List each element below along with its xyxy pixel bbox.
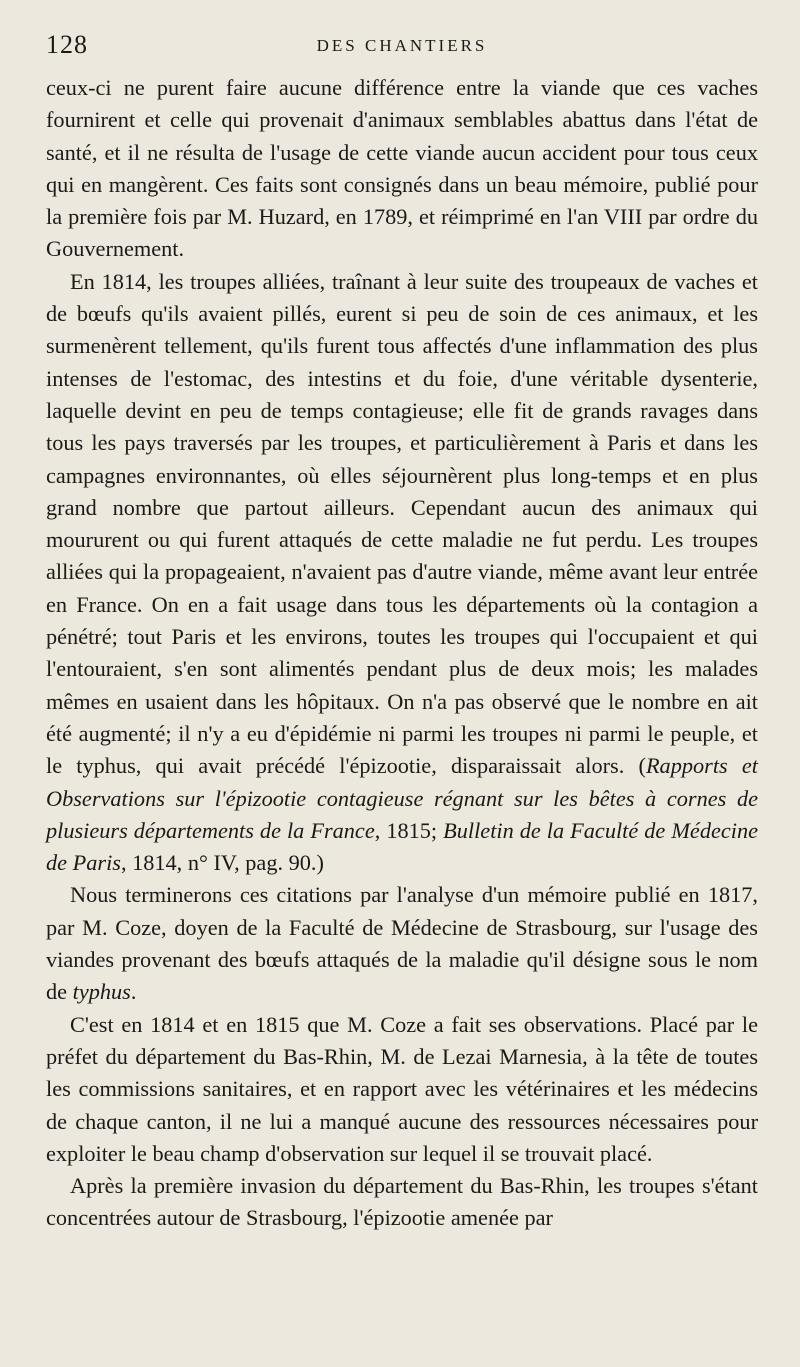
citation-title: Bulletin de la Faculté de Médecine de Paris <box>46 817 758 876</box>
text-segment: Après la première invasion du département du Bas-Rhin, les troupes s'étant concentrées autour de Strasbourg, l'épizootie amenée par <box>46 1173 758 1231</box>
text-segment: . <box>130 979 137 1005</box>
text-segment: , 1815; <box>374 817 444 843</box>
page-header <box>46 30 758 72</box>
text-segment: Nous terminerons ces citations par l'analyse d'un mémoire publié en 1817, par M. Coze, doyen de la Faculté de Médecine de Strasbourg, sur l'usage des viandes provenant des bœufs attaqués de la maladie qu'il désigne sous le nom de <box>46 882 758 1005</box>
text-segment: , 1814, n° IV, pag. 90.) <box>120 850 324 876</box>
emphasis: typhus <box>72 979 131 1005</box>
body-text <box>46 72 758 1235</box>
text-segment: C'est en 1814 et en 1815 que M. Coze a fait ses observations. Placé par le préfet du département du Bas-Rhin, M. de Lezai Marnesia, à la tête de toutes les commissions sanitaires, et en rapport avec les vétérinaires et les médecins de chaque canton, il ne lui a manqué aucune des ressources nécessaires pour exploiter le beau champ d'observation sur lequel il se trouvait placé. <box>46 1011 758 1166</box>
citation-title: Rapports et Observations sur l'épizootie contagieuse régnant sur les bêtes à cornes de plusieurs départements de la France <box>46 753 758 843</box>
running-head: DES CHANTIERS <box>316 36 488 55</box>
page-number: 128 <box>46 30 88 59</box>
paragraph-2 <box>46 266 758 880</box>
text-segment: En 1814, les troupes alliées, traînant à leur suite des troupeaux de vaches et de bœufs qu'ils avaient pillés, eurent si peu de soin de ces animaux, et les surmenèrent tellement, qu'ils furent tous affectés d'une inflammation des plus intenses de l'estomac, des intestins et du foie, d'une véritable dysenterie, laquelle devint en peu de temps contagieuse; elle fit de grands ravages dans tous les pays traversés par les troupes, et particulièrement à Paris et dans les campagnes environnantes, où elles séjournèrent plus long-temps et en plus grand nombre que partout ailleurs. Cependant aucun des animaux qui moururent ou qui furent attaqués de cette maladie ne fut perdu. Les troupes alliées qui la propageaient, n'avaient pas d'autre viande, même avant leur entrée en France. On en a fait usage dans tous les départements où la contagion a pénétré; tout Paris et les environs, toutes les troupes qui l'occupaient et qui l'entouraient, s'en sont alimentés pendant plus de deux mois; les malades mêmes en usaient dans les hôpitaux. On n'a pas observé que le nombre en ait été augmenté; il n'y a eu d'épidémie ni parmi les troupes ni parmi le peuple, et le typhus, qui avait précédé l'épizootie, disparaissait alors. ( <box>46 268 758 779</box>
text-segment: ceux-ci ne purent faire aucune différence entre la viande que ces vaches fournirent et celle qui provenait d'animaux semblables abattus dans l'état de santé, et il ne résulta de l'usage de cette viande aucun accident pour tous ceux qui en mangèrent. Ces faits sont consignés dans un beau mémoire, publié pour la première fois par M. Huzard, en 1789, et réimprimé en l'an VIII par ordre du Gouvernement. <box>46 75 758 262</box>
paragraph-4 <box>46 1009 758 1170</box>
paragraph-5 <box>46 1170 758 1235</box>
paragraph-3 <box>46 879 758 1008</box>
paragraph-1 <box>46 72 758 266</box>
